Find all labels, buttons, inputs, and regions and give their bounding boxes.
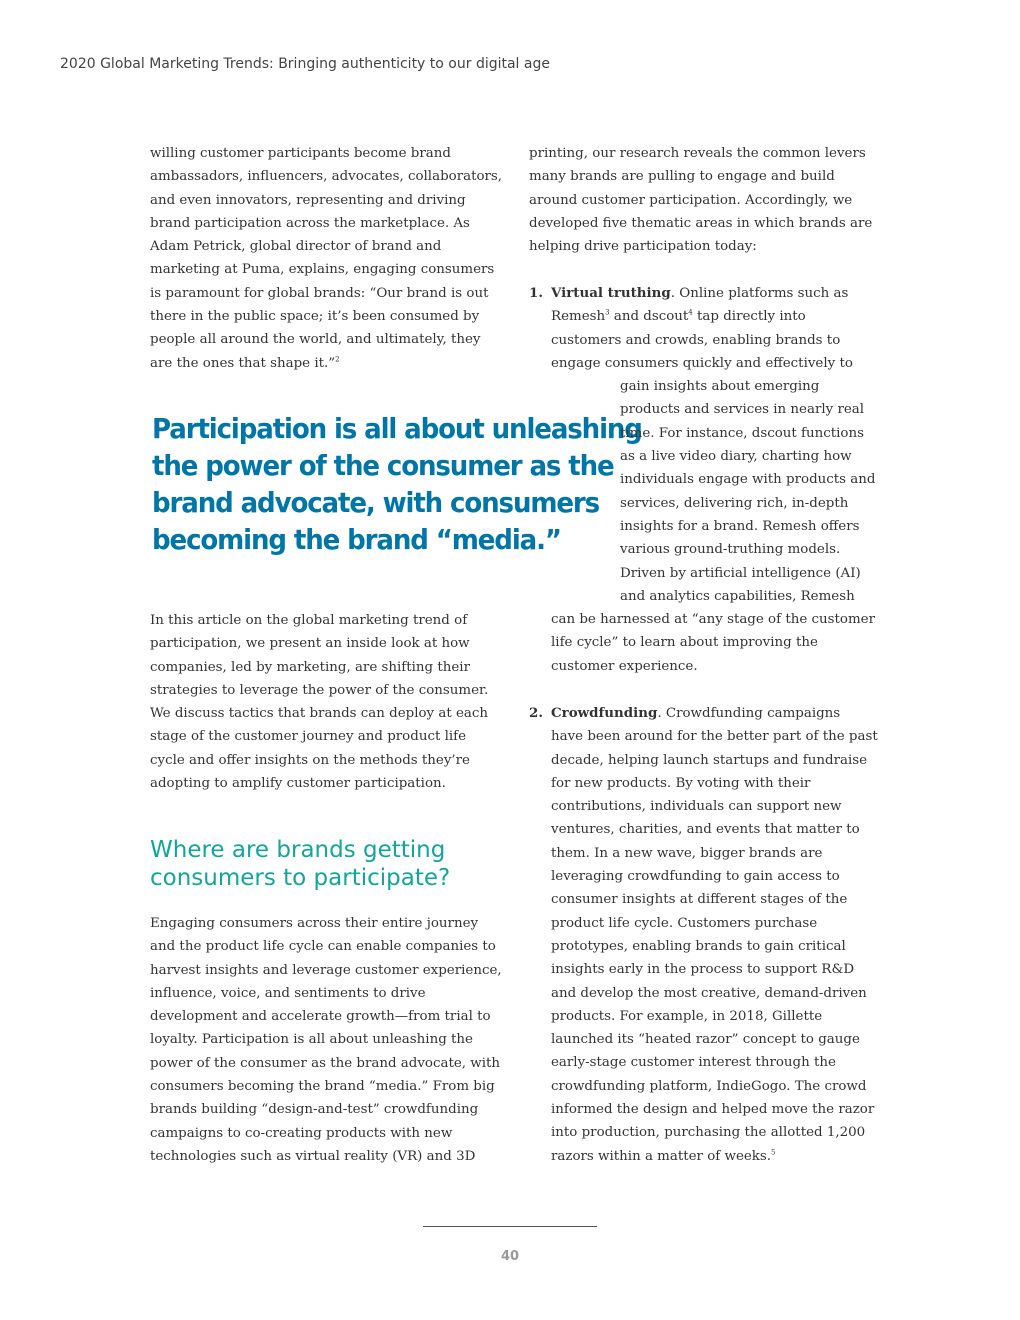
text-line: decade, helping launch startups and fundraise — [551, 752, 868, 768]
text-line: into production, purchasing the allotted 1,200 — [551, 1125, 866, 1141]
text-line: individuals engage with products and — [620, 472, 876, 488]
text-line: there in the public space; it’s been consumed by — [150, 309, 480, 325]
text-line: influence, voice, and sentiments to drive — [150, 985, 426, 1001]
text-line: have been around for the better part of the past — [551, 729, 878, 745]
heading-line: Where are brands getting — [150, 837, 446, 863]
text-line: adopting to amplify customer participation. — [150, 776, 446, 792]
text-line — [551, 282, 889, 305]
text-line: prototypes, enabling brands to gain critical — [551, 938, 846, 954]
text-line: customer experience. — [551, 658, 698, 674]
text-line: products. For example, in 2018, Gillette — [551, 1008, 823, 1024]
footnote-marker: 4 — [688, 308, 693, 317]
text-line: customers and crowds, enabling brands to — [551, 332, 841, 348]
text-line-content: razors within a matter of weeks. — [551, 1148, 772, 1164]
text-line — [150, 352, 510, 375]
page-number: 40 — [500, 1249, 520, 1264]
text-line: around customer participation. Accordingly, we — [529, 192, 853, 208]
text-line: products and services in nearly real — [620, 402, 865, 418]
left-intro-paragraph — [150, 142, 510, 375]
text-line: development and accelerate growth—from trial to — [150, 1009, 491, 1025]
text-line: participation, we present an inside look at how — [150, 636, 470, 652]
list-item-crowdfunding — [529, 702, 889, 1168]
text-line: cycle and offer insights on the methods they’re — [150, 752, 470, 768]
text-line: and even innovators, representing and driving — [150, 192, 466, 208]
text-line — [551, 305, 889, 328]
text-line: Adam Petrick, global director of brand and — [150, 239, 442, 255]
text-line: developed five thematic areas in which brands are — [529, 215, 873, 231]
pull-quote-line: Participation is all about unleashing — [152, 412, 642, 445]
text-line: many brands are pulling to engage and build — [529, 169, 835, 185]
text-line: launched its “heated razor” concept to gauge — [551, 1032, 860, 1048]
text-line: brand participation across the marketplace. As — [150, 215, 470, 231]
text-line: helping drive participation today: — [529, 239, 757, 255]
pull-quote-line: becoming the brand “media.” — [152, 523, 561, 556]
text-line-content: . Online platforms such as — [670, 286, 849, 301]
page-header: 2020 Global Marketing Trends: Bringing authenticity to our digital age — [60, 56, 550, 72]
text-line: time. For instance, dscout functions — [620, 425, 864, 441]
left-body-paragraph — [150, 912, 510, 1168]
text-line-content: are the ones that shape it.” — [150, 355, 336, 371]
text-line: for new products. By voting with their — [551, 775, 811, 791]
text-line-content: Remesh — [551, 309, 606, 325]
text-line: informed the design and helped move the razor — [551, 1102, 875, 1118]
text-line — [551, 702, 889, 725]
footnote-marker: 2 — [335, 355, 340, 364]
text-line: product life cycle. Customers purchase — [551, 915, 818, 931]
footnote-marker: 3 — [605, 308, 610, 317]
text-line: consumers becoming the brand “media.” From big — [150, 1079, 495, 1095]
text-line: marketing at Puma, explains, engaging consumers — [150, 262, 495, 278]
text-line: various ground-truthing models. — [620, 542, 841, 558]
text-line: as a live video diary, charting how — [620, 449, 852, 465]
text-line: early-stage customer interest through the — [551, 1055, 836, 1071]
footer-divider — [423, 1226, 597, 1227]
text-line: services, delivering rich, in-depth — [620, 495, 849, 511]
text-line: power of the consumer as the brand advocate, with — [150, 1055, 501, 1071]
left-article-paragraph — [150, 609, 510, 795]
text-line-content: and dscout — [609, 309, 689, 325]
right-intro-paragraph — [529, 142, 889, 258]
text-line: and develop the most creative, demand-driven — [551, 985, 867, 1001]
text-line: crowdfunding platform, IndieGogo. The crowd — [551, 1078, 867, 1094]
text-line: Engaging consumers across their entire journey — [150, 916, 479, 931]
text-line-content: . Crowdfunding campaigns — [657, 706, 841, 721]
list-item-title: Crowdfunding — [551, 705, 658, 721]
text-line: and analytics capabilities, Remesh — [620, 588, 855, 604]
text-line: consumer insights at different stages of the — [551, 892, 848, 908]
text-line-content: tap directly into — [692, 309, 806, 325]
text-line: campaigns to co-creating products with new — [150, 1125, 453, 1141]
text-line: loyalty. Participation is all about unleashing the — [150, 1032, 473, 1048]
text-line: people all around the world, and ultimately, they — [150, 332, 481, 348]
text-line: companies, led by marketing, are shifting their — [150, 659, 470, 675]
text-line: them. In a new wave, bigger brands are — [551, 845, 823, 861]
text-line: ventures, charities, and events that matter to — [551, 822, 860, 838]
pull-quote — [152, 410, 642, 558]
text-line: insights early in the process to support R&D — [551, 962, 855, 978]
text-line: leveraging crowdfunding to gain access to — [551, 869, 840, 885]
text-line — [551, 1145, 889, 1168]
text-line: can be harnessed at “any stage of the customer — [551, 612, 875, 628]
text-line: stage of the customer journey and product life — [150, 729, 467, 745]
heading-line: consumers to participate? — [150, 865, 451, 891]
text-line: Driven by artificial intelligence (AI) — [620, 565, 861, 581]
text-line: ambassadors, influencers, advocates, collaborators, — [150, 169, 503, 185]
section-heading — [150, 836, 490, 892]
text-line: is paramount for global brands: “Our brand is out — [150, 285, 489, 301]
text-line: engage consumers quickly and effectively to — [551, 355, 853, 371]
text-line: strategies to leverage the power of the consumer. — [150, 682, 489, 698]
list-number: 1. — [529, 285, 543, 301]
text-line: gain insights about emerging — [620, 379, 820, 395]
text-line: brands building “design-and-test” crowdfunding — [150, 1102, 479, 1118]
footnote-marker: 5 — [771, 1148, 776, 1157]
pull-quote-line: brand advocate, with consumers — [152, 486, 600, 519]
text-line: We discuss tactics that brands can deploy at each — [150, 706, 489, 722]
text-line: willing customer participants become brand — [150, 146, 451, 161]
text-line: In this article on the global marketing trend of — [150, 613, 468, 628]
text-line: technologies such as virtual reality (VR) and 3D — [150, 1148, 476, 1164]
text-line: insights for a brand. Remesh offers — [620, 518, 860, 534]
list-item-title: Virtual truthing — [551, 285, 671, 301]
text-line: life cycle” to learn about improving the — [551, 635, 818, 651]
text-line: harvest insights and leverage customer experience, — [150, 962, 502, 978]
pull-quote-line: the power of the consumer as the — [152, 449, 614, 482]
text-line: printing, our research reveals the common levers — [529, 146, 866, 161]
text-line: contributions, individuals can support new — [551, 799, 842, 815]
text-line: and the product life cycle can enable companies to — [150, 939, 496, 955]
list-item-virtual-truthing — [529, 282, 889, 678]
list-number: 2. — [529, 705, 543, 721]
